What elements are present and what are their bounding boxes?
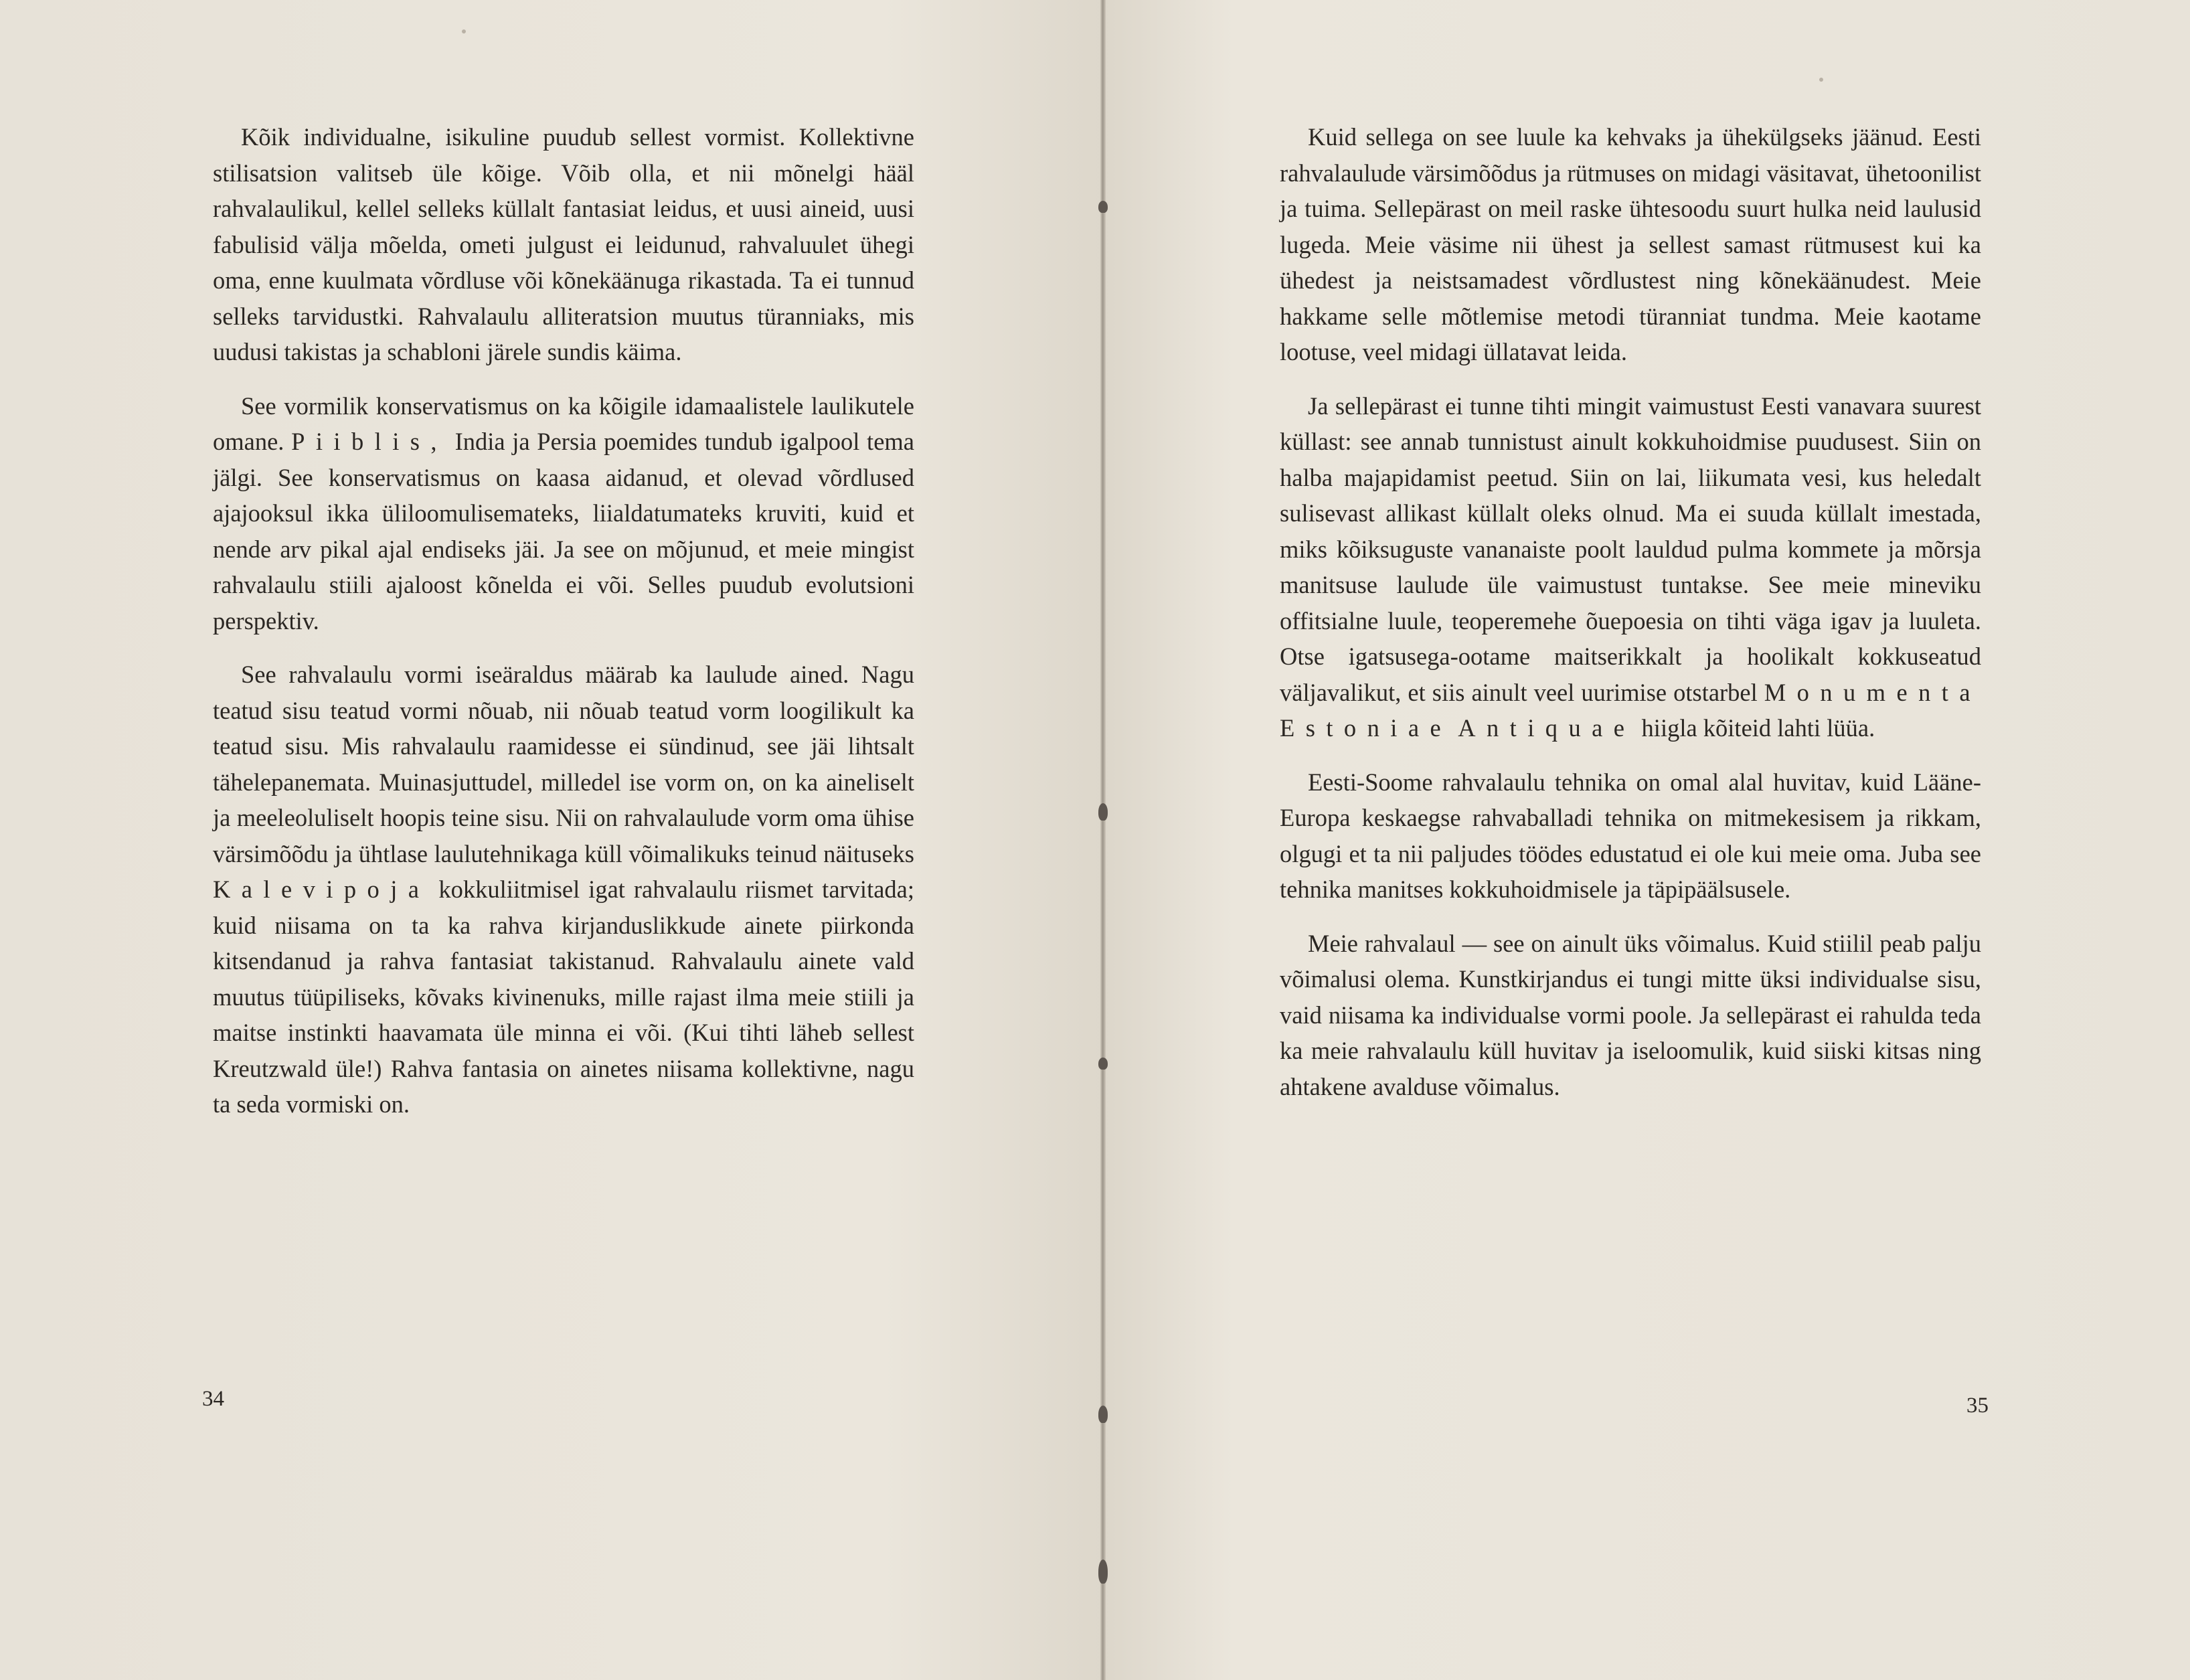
binding-stitch — [1098, 1058, 1108, 1070]
book-gutter — [1100, 0, 1106, 1680]
paragraph: Kuid sellega on see luule ka kehvaks ja ühekülgseks jäänud. Eesti rahvalaulude värsimõõdus ja rütmuses on midagi väsitavat, ühetoonilist ja tuima. Sellepärast on meil raske ühtesoodu suurt hulka neid laulusid lugeda. Meie väsime nii ühest ja sellest samast rütmusest kui ka ühedest ja neistsamadest võrdlustest ning kõnekäänudest. Meie hakkame selle mõtlemise metodi türanniat tundma. Meie kaotame lootuse, veel midagi üllatavat leida. — [1280, 123, 1981, 365]
paragraph — [1280, 388, 1981, 746]
paragraph-text: hiigla kõiteid lahti lüüa. — [1641, 714, 1875, 742]
paragraph: Kõik individualne, isikuline puudub sellest vormist. Kollektivne stilisatsion valitseb üle kõige. Võib olla, et nii mõnelgi hääl rahvalaulikul, kellel selleks küllalt fantasiat leidus, et uusi aineid, uusi fabulisid välja mõelda, ometi julgust ei leidunud, rahvaluulet ühegi oma, enne kuulmata võrdluse või kõnekäänuga rikastada. Ta ei tunnud selleks tarvidustki. Rahvalaulu alliteratsion muutus türanniaks, mis uudusi takistas ja schabloni järele sundis käima. — [213, 123, 914, 365]
spaced-word-monumenta: Monumenta — [1764, 678, 1981, 706]
page-number-right: 35 — [1966, 1394, 1989, 1418]
paragraph-text: See rahvalaulu vormi iseäraldus määrab ka laulude ained. Nagu teatud sisu teatud vormi nõuab, nii nõuab teatud vorm loogilikult ka teatud sisu. Mis rahvalaulu raamidesse ei sündinud, see jäi lihtsalt tähelepanemata. Muinasjuttudel, milledel ise vorm on, on ka aineliselt ja meeleoluliselt hoopis teine sisu. Nii on rahvalaulude vorm oma ühise värsimõõdu ja ühtlase laulutehnikaga küll võimalikuks teinud näituseks — [213, 661, 914, 867]
right-page — [1103, 0, 2190, 1680]
paragraph: Eesti-Soome rahvalaulu tehnika on omal alal huvitav, kuid Lääne-Europa keskaegse rahvaballadi tehnika on mitmekesisem ja rikkam, olgugi et ta nii paljudes töödes edustatud ei ole kui meie oma. Juba see tehnika manitses kokkuhoidmisele ja täpipäälsusele. — [1280, 768, 1981, 903]
paragraph-text: Ja sellepärast ei tunne tihti mingit vaimustust Eesti vanavara suurest küllast: see annab tunnistust ainult kokkuhoidmise puudusest. Siin on halba majapidamist peetud. Siin on lai, liikumata vesi, kus heledalt sulisevast allikast küllalt oleks olnud. Ma ei suuda küllalt imestada, miks kõiksuguste vananaiste poolt lauldud pulma kommete ja mõrsja manitsuse laulude üle vaimustust tuntakse. See meie mineviku offitsialne luule, teoperemehe õuepoesia on tihti väga igav ja luuleta. Otse igatsusega-ootame maitserikkalt ja hoolikalt kokkuseatud väljavalikut, et siis ainult veel uurimise otstarbel — [1280, 392, 1981, 706]
paper-speck — [462, 29, 466, 33]
paragraph-text: See vormilik konservatismus on ka kõigile idamaalistele laulikutele omane. — [213, 392, 914, 455]
left-page-text — [213, 119, 914, 1122]
right-page-text — [1280, 119, 1981, 1104]
spaced-word-piiblis: Piiblis, — [291, 428, 448, 455]
spaced-word-estoniae: Estoniae — [1280, 714, 1452, 742]
paragraph — [213, 388, 914, 639]
paragraph: Meie rahvalaul — see on ainult üks võimalus. Kuid stiilil peab palju võimalusi olema. Kunstkirjandus ei tungi mitte üksi individualse sisu, vaid niisama ka individualse vormi poole. Ja sellepärast ei rahulda teda ka meie rahvalaulu küll huvitav ja iseloomulik, kuid siiski kitsas ning ahtakene avalduse võimalus. — [1280, 929, 1981, 1100]
binding-stitch — [1098, 803, 1108, 821]
binding-stitch — [1098, 201, 1108, 213]
page-number-left: 34 — [202, 1387, 224, 1411]
paragraph-text: poemides tundub igalpool tema jälgi. See konservatismus on kaasa aidanud, et olevad võrdlused ajajooksul ikka üliloomulisemateks, liialdatumateks kruviti, kuid et nende arv pikal ajal endiseks jäi. Ja see on mõjunud, et meie mingist rahvalaulu stiili ajaloost kõnelda ei või. Selles puudub evolutsioni perspektiv. — [213, 428, 914, 635]
binding-stitch — [1098, 1406, 1108, 1423]
spaced-word-kalevipoja: Kalevipoja — [213, 875, 430, 903]
spaced-word-antiquae: Antiquae — [1458, 714, 1636, 742]
paragraph-text: kokkuliitmisel igat rahvalaulu riismet tarvitada; kuid niisama on ta ka rahva kirjanduslikkude ainete piirkonda kitsendanud ja rahva fantasiat takistanud. Rahvalaulu ainete vald muutus tüüpiliseks, kõvaks kivinenuks, mille rajast ilma meie stiili ja maitse instinkti haavamata üle minna ei või. (Kui tihti läheb sellest Kreutzwald üle!) Rahva fantasia on ainetes niisama kollektivne, nagu ta seda vormiski on. — [213, 875, 914, 1118]
binding-stitch — [1098, 1560, 1108, 1584]
paper-speck — [1819, 78, 1823, 82]
paragraph-text: India ja Persia — [454, 428, 597, 455]
paragraph — [213, 657, 914, 1122]
